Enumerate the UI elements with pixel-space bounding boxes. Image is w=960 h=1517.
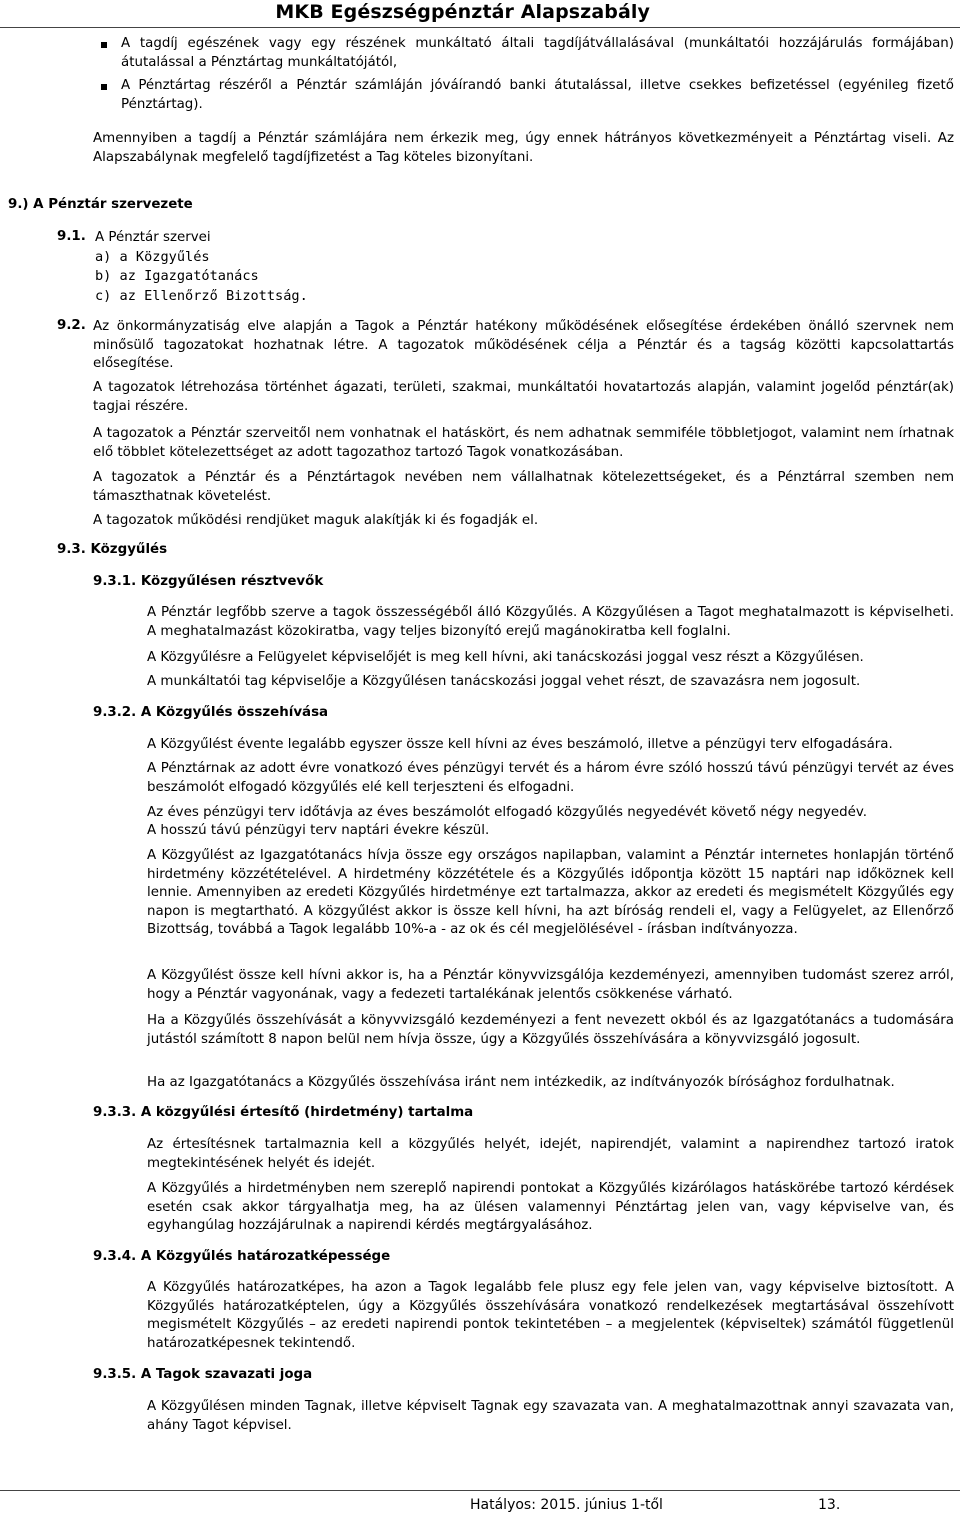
section-9-3-2-paragraph: Ha a Közgyűlés összehívását a könyvvizsgáló kezdeményezi a fent nevezett okból és az Igazgatótanács a tudomására jutástól számított 8 napon belül nem hívja össze, úgy a Közgyűlés összehívására a könyvvizsgáló jogosult. <box>147 1013 954 1047</box>
section-9-3-5-paragraph: A Közgyűlésen minden Tagnak, illetve képviselt Tagnak egy szavazata van. A meghatalmazottnak annyi szavazata van, ahány Tagot képvisel. <box>147 1399 954 1433</box>
section-9-2-paragraph: A tagozatok létrehozása történhet ágazati, területi, szakmai, munkáltatói hovatartozás alapján, valamint jogelőd pénztár(ak) tagjai részére. <box>93 380 954 414</box>
section-9-3-2-title: 9.3.2. A Közgyűlés összehívása <box>93 705 329 720</box>
section-9-3-2-paragraph: A Közgyűlést össze kell hívni akkor is, ha a Pénztár könyvvizsgálója kezdeményezi, amennyiben tudomást szerez arról, hogy a Pénztár vagyonának, vagy a fedezeti tartalékának jelentős csökkenése várható. <box>147 968 954 1002</box>
section-9-3-2-paragraph: Az éves pénzügyi terv időtávja az éves beszámolót elfogadó közgyűlés negyedévét követő négy negyedév. <box>147 805 868 820</box>
section-9-3-title: 9.3. Közgyűlés <box>57 542 168 557</box>
bullet-marker <box>101 84 107 90</box>
section-9-1-title: A Pénztár szervei <box>95 230 211 245</box>
page-header <box>0 0 960 27</box>
section-9-3-3-paragraph: Az értesítésnek tartalmaznia kell a közgyűlés helyét, idejét, napirendjét, valamint a napirendhez tartozó iratok megtekintésének helyét és idejét. <box>147 1137 954 1171</box>
organ-list-item: c) az Ellenőrző Bizottság. <box>95 288 308 304</box>
section-9-2-paragraph: Az önkormányzatiság elve alapján a Tagok a Pénztár hatékony működésének elősegítése érdekében önálló szervnek nem minősülő tagozatokat hozhatnak létre. A tagozatok működésének célja a Pénztár és a tagság közötti kapcsolattartás elősegítése. <box>93 319 954 371</box>
footer-rule <box>0 1490 960 1491</box>
section-9-2-paragraph: A tagozatok a Pénztár és a Pénztártagok nevében nem vállalhatnak kötelezettségeket, és a Pénztárral szemben nem támaszthatnak követelést. <box>93 470 954 504</box>
organ-list-item: b) az Igazgatótanács <box>95 268 259 284</box>
section-9-3-2-paragraph: A Pénztárnak az adott évre vonatkozó éves pénzügyi tervét és a három évre szóló hosszú távú pénzügyi tervét az éves beszámolót elfogadó közgyűlés elé kell terjeszteni és elfogadni. <box>147 761 954 795</box>
section-9-3-2-paragraph: Ha az Igazgatótanács a Közgyűlés összehívása iránt nem intézkedik, az indítványozók bírósághoz fordulhatnak. <box>147 1075 895 1090</box>
footer-effective-date: Hatályos: 2015. június 1-től <box>470 1497 663 1513</box>
section-9-2-number: 9.2. <box>57 318 86 333</box>
section-9-3-4-paragraph: A Közgyűlés határozatképes, ha azon a Tagok legalább fele plusz egy fele jelen van, vagy képviselve biztosított. A Közgyűlés határozatképtelen, úgy a Közgyűlés összehívására vonatkozó rendelkezések megtartásával összehívott megismételt Közgyűlés – az eredeti napirendi pontok tekintetében – a megjelentek (képviseltek) számától függetlenül határozatképesnek tekintendő. <box>147 1280 954 1351</box>
section-9-3-1-title: 9.3.1. Közgyűlésen résztvevők <box>93 574 324 589</box>
bullet-item-1: A tagdíj egészének vagy egy részének munkáltató általi tagdíjátvállalásával (munkáltatói hozzájárulás formájában) átutalással a Pénztártag munkáltatójától, <box>121 36 954 70</box>
organ-list-item: a) a Közgyűlés <box>95 249 210 265</box>
section-9-3-2-paragraph: A hosszú távú pénzügyi terv naptári évekre készül. <box>147 823 490 838</box>
section-9-3-2-paragraph: A Közgyűlést évente legalább egyszer össze kell hívni az éves beszámoló, illetve a pénzügyi terv elfogadására. <box>147 737 893 752</box>
bullet-marker <box>101 42 107 48</box>
section-9-3-1-paragraph: A Pénztár legfőbb szerve a tagok összességéből álló Közgyűlés. A Közgyűlésen a Tagot meghatalmazott is képviselheti. A meghatalmazást közokiratba, vagy teljes bizonyító erejű magánokiratba kell foglalni. <box>147 605 954 639</box>
page-number: 13. <box>818 1497 841 1513</box>
section-9-2-paragraph: A tagozatok működési rendjüket maguk alakítják ki és fogadják el. <box>93 513 539 528</box>
header-title: MKB Egészségpénztár Alapszabály <box>275 1 650 23</box>
section-9-3-5-title: 9.3.5. A Tagok szavazati joga <box>93 1367 313 1382</box>
section-9-2-paragraph: A tagozatok a Pénztár szerveitől nem vonhatnak el hatáskört, és nem adhatnak semmiféle többletjogot, valamint nem írhatnak elő többlet kötelezettséget az adott tagozathoz tartozó Tagok vonatkozásában. <box>93 426 954 460</box>
section-9-title: 9.) A Pénztár szervezete <box>8 197 193 212</box>
header-rule <box>0 27 960 28</box>
section-9-3-2-paragraph: A Közgyűlést az Igazgatótanács hívja össze egy országos napilapban, valamint a Pénztár internetes honlapján történő hirdetmény közzétételével. A hirdetmény közzététele és a Közgyűlés időpontja között 15 naptári nap időköznek kell lennie. Amennyiben az eredeti Közgyűlés hirdetménye ezt tartalmazza, akkor az eredeti és megismételt Közgyűlés egy napon is megtartható. A közgyűlést akkor is össze kell hívni, ha azt bíróság rendeli el, vagy a Felügyelet, az Ellenőrző Bizottság, továbbá a Tagok legalább 10%-a - az ok és cél megjelölésével - írásban indítványozza. <box>147 848 954 937</box>
section-9-3-4-title: 9.3.4. A Közgyűlés határozatképessége <box>93 1249 391 1264</box>
intro-paragraph: Amennyiben a tagdíj a Pénztár számlájára nem érkezik meg, úgy ennek hátrányos következményeit a Pénztártag viseli. Az Alapszabálynak megfelelő tagdíjfizetést a Tag köteles bizonyítani. <box>93 131 954 165</box>
bullet-item-2: A Pénztártag részéről a Pénztár számláján jóváírandó banki átutalással, illetve csekkes befizetéssel (egyénileg fizető Pénztártag). <box>121 78 954 112</box>
section-9-3-3-title: 9.3.3. A közgyűlési értesítő (hirdetmény) tartalma <box>93 1105 474 1120</box>
section-9-3-1-paragraph: A Közgyűlésre a Felügyelet képviselőjét is meg kell hívni, aki tanácskozási joggal vesz részt a Közgyűlésen. <box>147 650 864 665</box>
section-9-3-3-paragraph: A Közgyűlés a hirdetményben nem szereplő napirendi pontokat a Közgyűlés kizárólagos hatáskörébe tartozó kérdések esetén csak akkor tárgyalhatja meg, ha az ülésen valamennyi Pénztártag jelen van, vagy képviselve van, és egyhangúlag hozzájárulnak a napirendi kérdés megtárgyalásához. <box>147 1181 954 1233</box>
section-9-3-1-paragraph: A munkáltatói tag képviselője a Közgyűlésen tanácskozási joggal vehet részt, de szavazásra nem jogosult. <box>147 674 861 689</box>
section-9-1-number: 9.1. <box>57 229 86 244</box>
